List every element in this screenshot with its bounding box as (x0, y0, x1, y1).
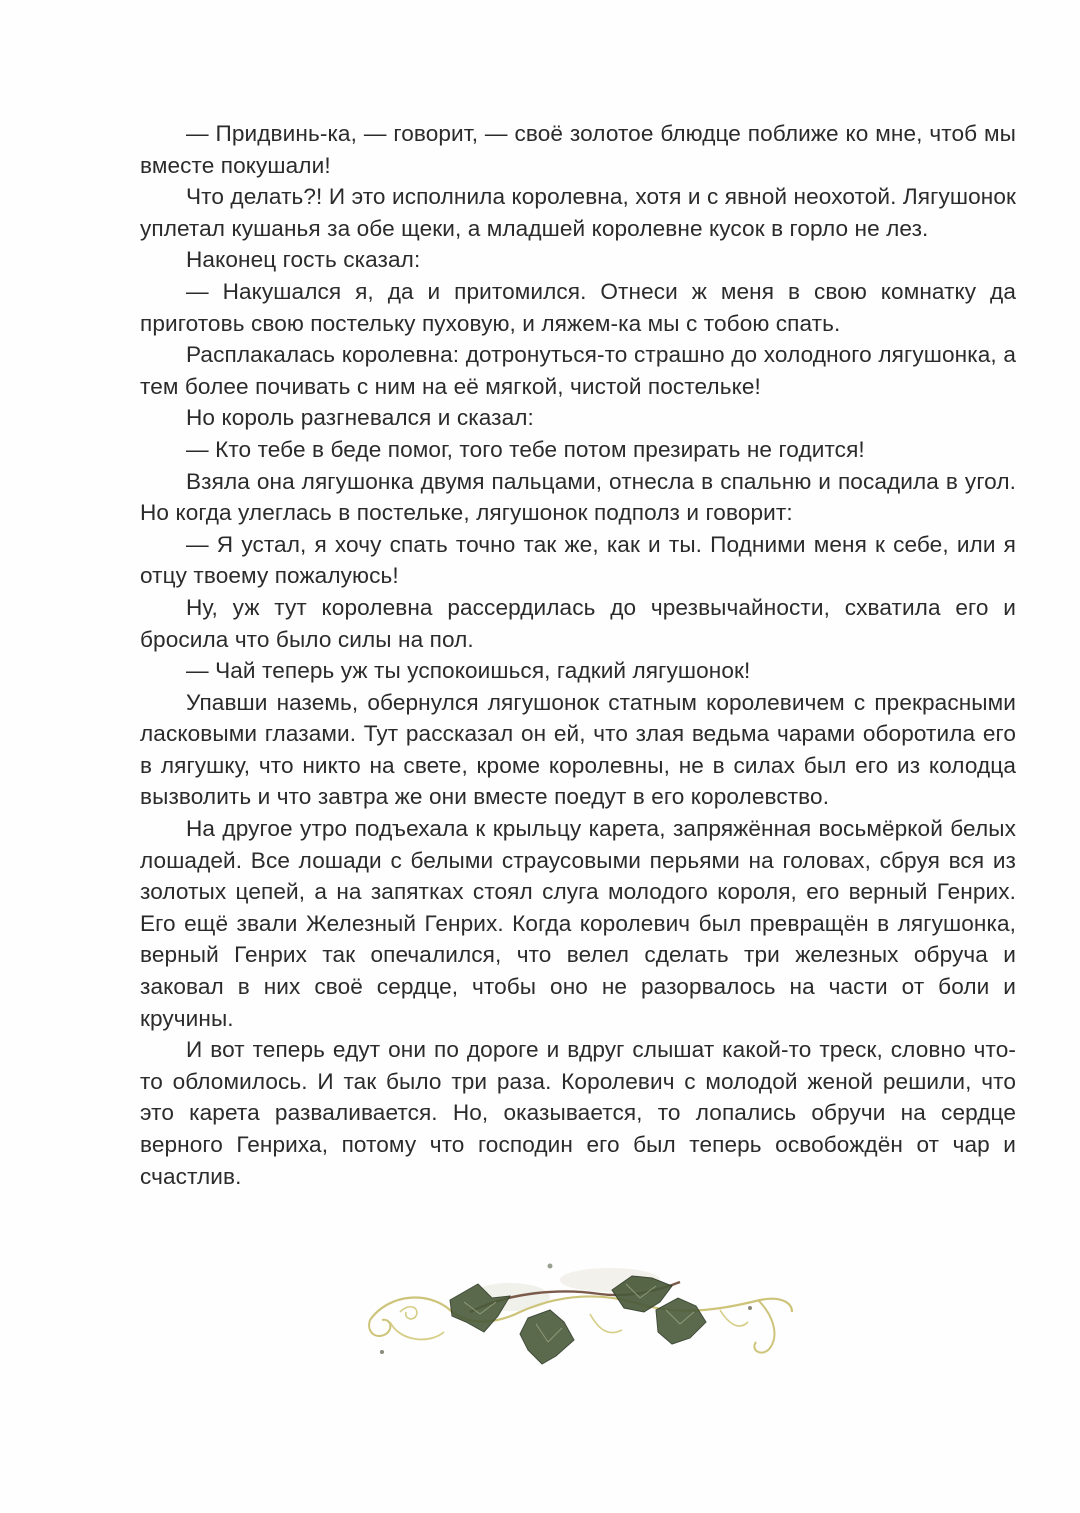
ivy-vine-ornament (360, 1252, 800, 1382)
paragraph-text: Взяла она лягушонка двумя пальцами, отнесла в спальню и посадила в угол. Но когда улеглась в постельке, лягушонок подполз и говорит: (140, 468, 1016, 526)
paragraph (140, 592, 1016, 655)
paragraph (140, 655, 1016, 687)
paragraph-text: — Чай теперь уж ты успокоишься, гадкий лягушонок! (186, 658, 751, 684)
paragraph-text: И вот теперь едут они по дороге и вдруг слышат какой-то треск, словно что-то обломилось. И так было три раза. Королевич с молодой женой решили, что это карета разваливается. Но, оказывается, то лопались обручи на сердце верного Генриха, потому что господин его был теперь освобождён от чар и счастлив. (140, 1037, 1016, 1189)
story-text (140, 118, 1016, 1192)
paragraph (140, 1034, 1016, 1192)
paragraph (140, 181, 1016, 244)
paragraph (140, 529, 1016, 592)
paragraph (140, 276, 1016, 339)
paragraph (140, 687, 1016, 813)
paragraph-text: Что делать?! И это исполнила королевна, хотя и с явной неохотой. Лягушонок уплетал кушанья за обе щеки, а младшей королевне кусок в горло не лез. (140, 184, 1016, 241)
paragraph-text: — Придвинь-ка, — говорит, — своё золотое блюдце поближе ко мне, чтоб мы вместе покушали! (140, 121, 1016, 178)
paragraph (140, 434, 1016, 466)
paragraph (140, 402, 1016, 434)
paragraph (140, 339, 1016, 402)
paragraph (140, 244, 1016, 276)
paragraph (140, 118, 1016, 181)
paragraph-text: Упавши наземь, обернулся лягушонок статным королевичем с прекрасными ласковыми глазами. Тут рассказал он ей, что злая ведьма чарами оборотила его в лягушку, что никто на свете, кроме королевны, не в силах был его из колодца вызволить и что завтра же они вместе поедут в его королевство. (140, 689, 1016, 810)
paragraph (140, 813, 1016, 1034)
paragraph (140, 466, 1016, 529)
paragraph-text: Расплакалась королевна: дотронуться-то страшно до холодного лягушонка, а тем более почивать с ним на её мягкой, чистой постельке! (140, 342, 1016, 399)
paragraph-text: Но король разгневался и сказал: (186, 405, 534, 431)
paragraph-text: Ну, уж тут королевна рассердилась до чрезвычайности, схватила его и бросила что было силы на пол. (140, 594, 1016, 652)
paragraph-text: Наконец гость сказал: (186, 247, 421, 273)
paragraph-text: На другое утро подъехала к крыльцу карета, запряжённая восьмёркой белых лошадей. Все лошади с белыми страусовыми перьями на головах, сбруя вся из золотых цепей, а на запятках стоял слуга молодого короля, его верный Генрих. Его ещё звали Железный Генрих. Когда королевич был превращён в лягушонка, верный Генрих так опечалился, что велел сделать три железных обруча и заковал в них своё сердце, чтобы оно не разорвалось на части от боли и кручины. (140, 816, 1016, 1031)
paragraph-text: — Кто тебе в беде помог, того тебе потом презирать не годится! (186, 436, 865, 462)
paragraph-text: — Я устал, я хочу спать точно так же, как и ты. Подними меня к себе, или я отцу твоему пожалуюсь! (140, 531, 1016, 589)
paragraph-text: — Накушался я, да и притомился. Отнеси ж меня в свою комнатку да приготовь свою постельку пуховую, и ляжем-ка мы с тобою спать. (140, 278, 1016, 336)
